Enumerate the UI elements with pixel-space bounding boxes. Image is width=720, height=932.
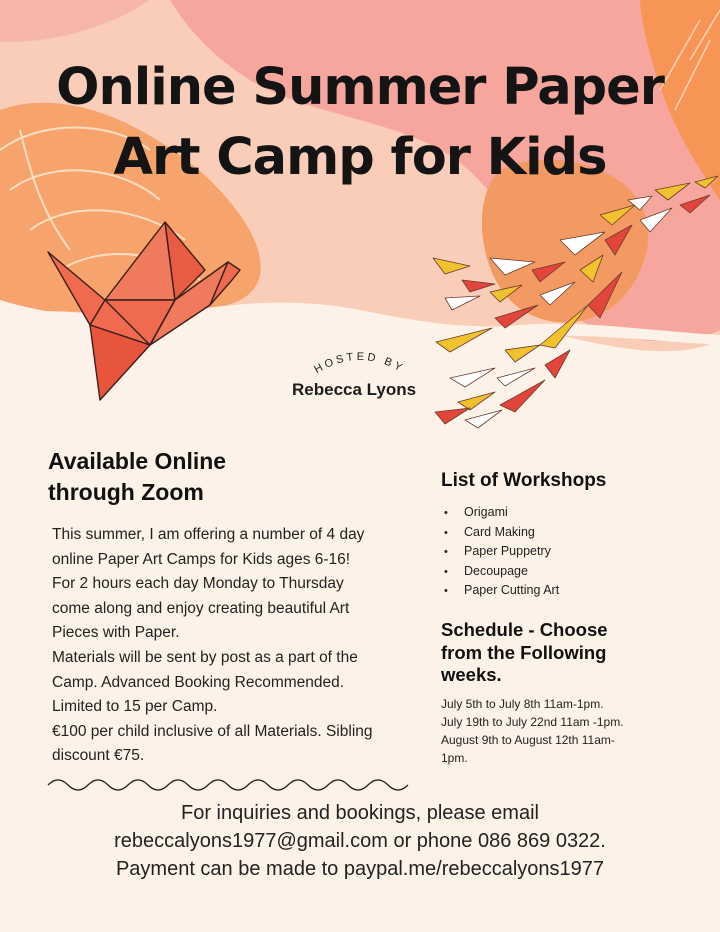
description-line: Limited to 15 per Camp. <box>52 698 218 716</box>
description-line: This summer, I am offering a number of 4 day <box>52 526 365 543</box>
schedule-heading-line: weeks. <box>441 664 502 685</box>
description-line: come along and enjoy creating beautiful Art <box>52 599 350 617</box>
footer-line: For inquiries and bookings, please email <box>181 802 539 824</box>
hosted-by-text: HOSTED BY <box>312 350 407 377</box>
schedule-line: August 9th to August 12th 11am- <box>441 733 615 747</box>
schedule-line: 1pm. <box>441 751 468 765</box>
schedule-heading-line: from the Following <box>441 641 607 663</box>
footer-line: rebeccalyons1977@gmail.com or phone 086 869 0322. <box>114 830 606 852</box>
svg-text:HOSTED BY <box>312 351 406 376</box>
workshops-list <box>444 503 559 601</box>
availability-heading <box>48 446 226 508</box>
list-item: • Paper Cutting Art <box>444 581 559 601</box>
list-item: • Paper Puppetry <box>444 542 559 562</box>
description <box>52 523 422 769</box>
description-line: For 2 hours each day Monday to Thursday <box>52 575 344 593</box>
description-line: Materials will be sent by post as a part of the <box>52 648 358 666</box>
schedule-list <box>441 695 681 767</box>
description-line: online Paper Art Camps for Kids ages 6-16! <box>52 550 351 568</box>
description-line: discount €75. <box>52 747 145 765</box>
availability-heading-line: Available Online <box>48 448 227 474</box>
hosted-by-label <box>300 340 420 380</box>
wavy-divider <box>48 780 408 790</box>
description-line: €100 per child inclusive of all Materials. Sibling <box>52 722 373 740</box>
contact-footer <box>0 799 720 883</box>
host-name: Rebecca Lyons <box>292 380 417 399</box>
description-line: Pieces with Paper. <box>52 624 180 642</box>
availability-heading-line: through Zoom <box>48 479 204 505</box>
title-line-1: Online Summer Paper <box>56 58 664 117</box>
list-item: • Origami <box>444 503 559 523</box>
list-item: • Decoupage <box>444 562 559 582</box>
footer-line: Payment can be made to paypal.me/rebeccalyons1977 <box>115 858 605 880</box>
list-item: • Card Making <box>444 523 559 543</box>
schedule-line: July 19th to July 22nd 11am -1pm. <box>441 715 624 729</box>
schedule-line: July 5th to July 8th 11am-1pm. <box>441 697 604 711</box>
schedule-heading-line: Schedule - Choose <box>441 619 608 640</box>
schedule-heading <box>441 619 691 687</box>
title-line-2: Art Camp for Kids <box>113 128 607 187</box>
description-line: Camp. Advanced Booking Recommended. <box>52 673 345 691</box>
workshops-heading: List of Workshops <box>441 470 607 491</box>
